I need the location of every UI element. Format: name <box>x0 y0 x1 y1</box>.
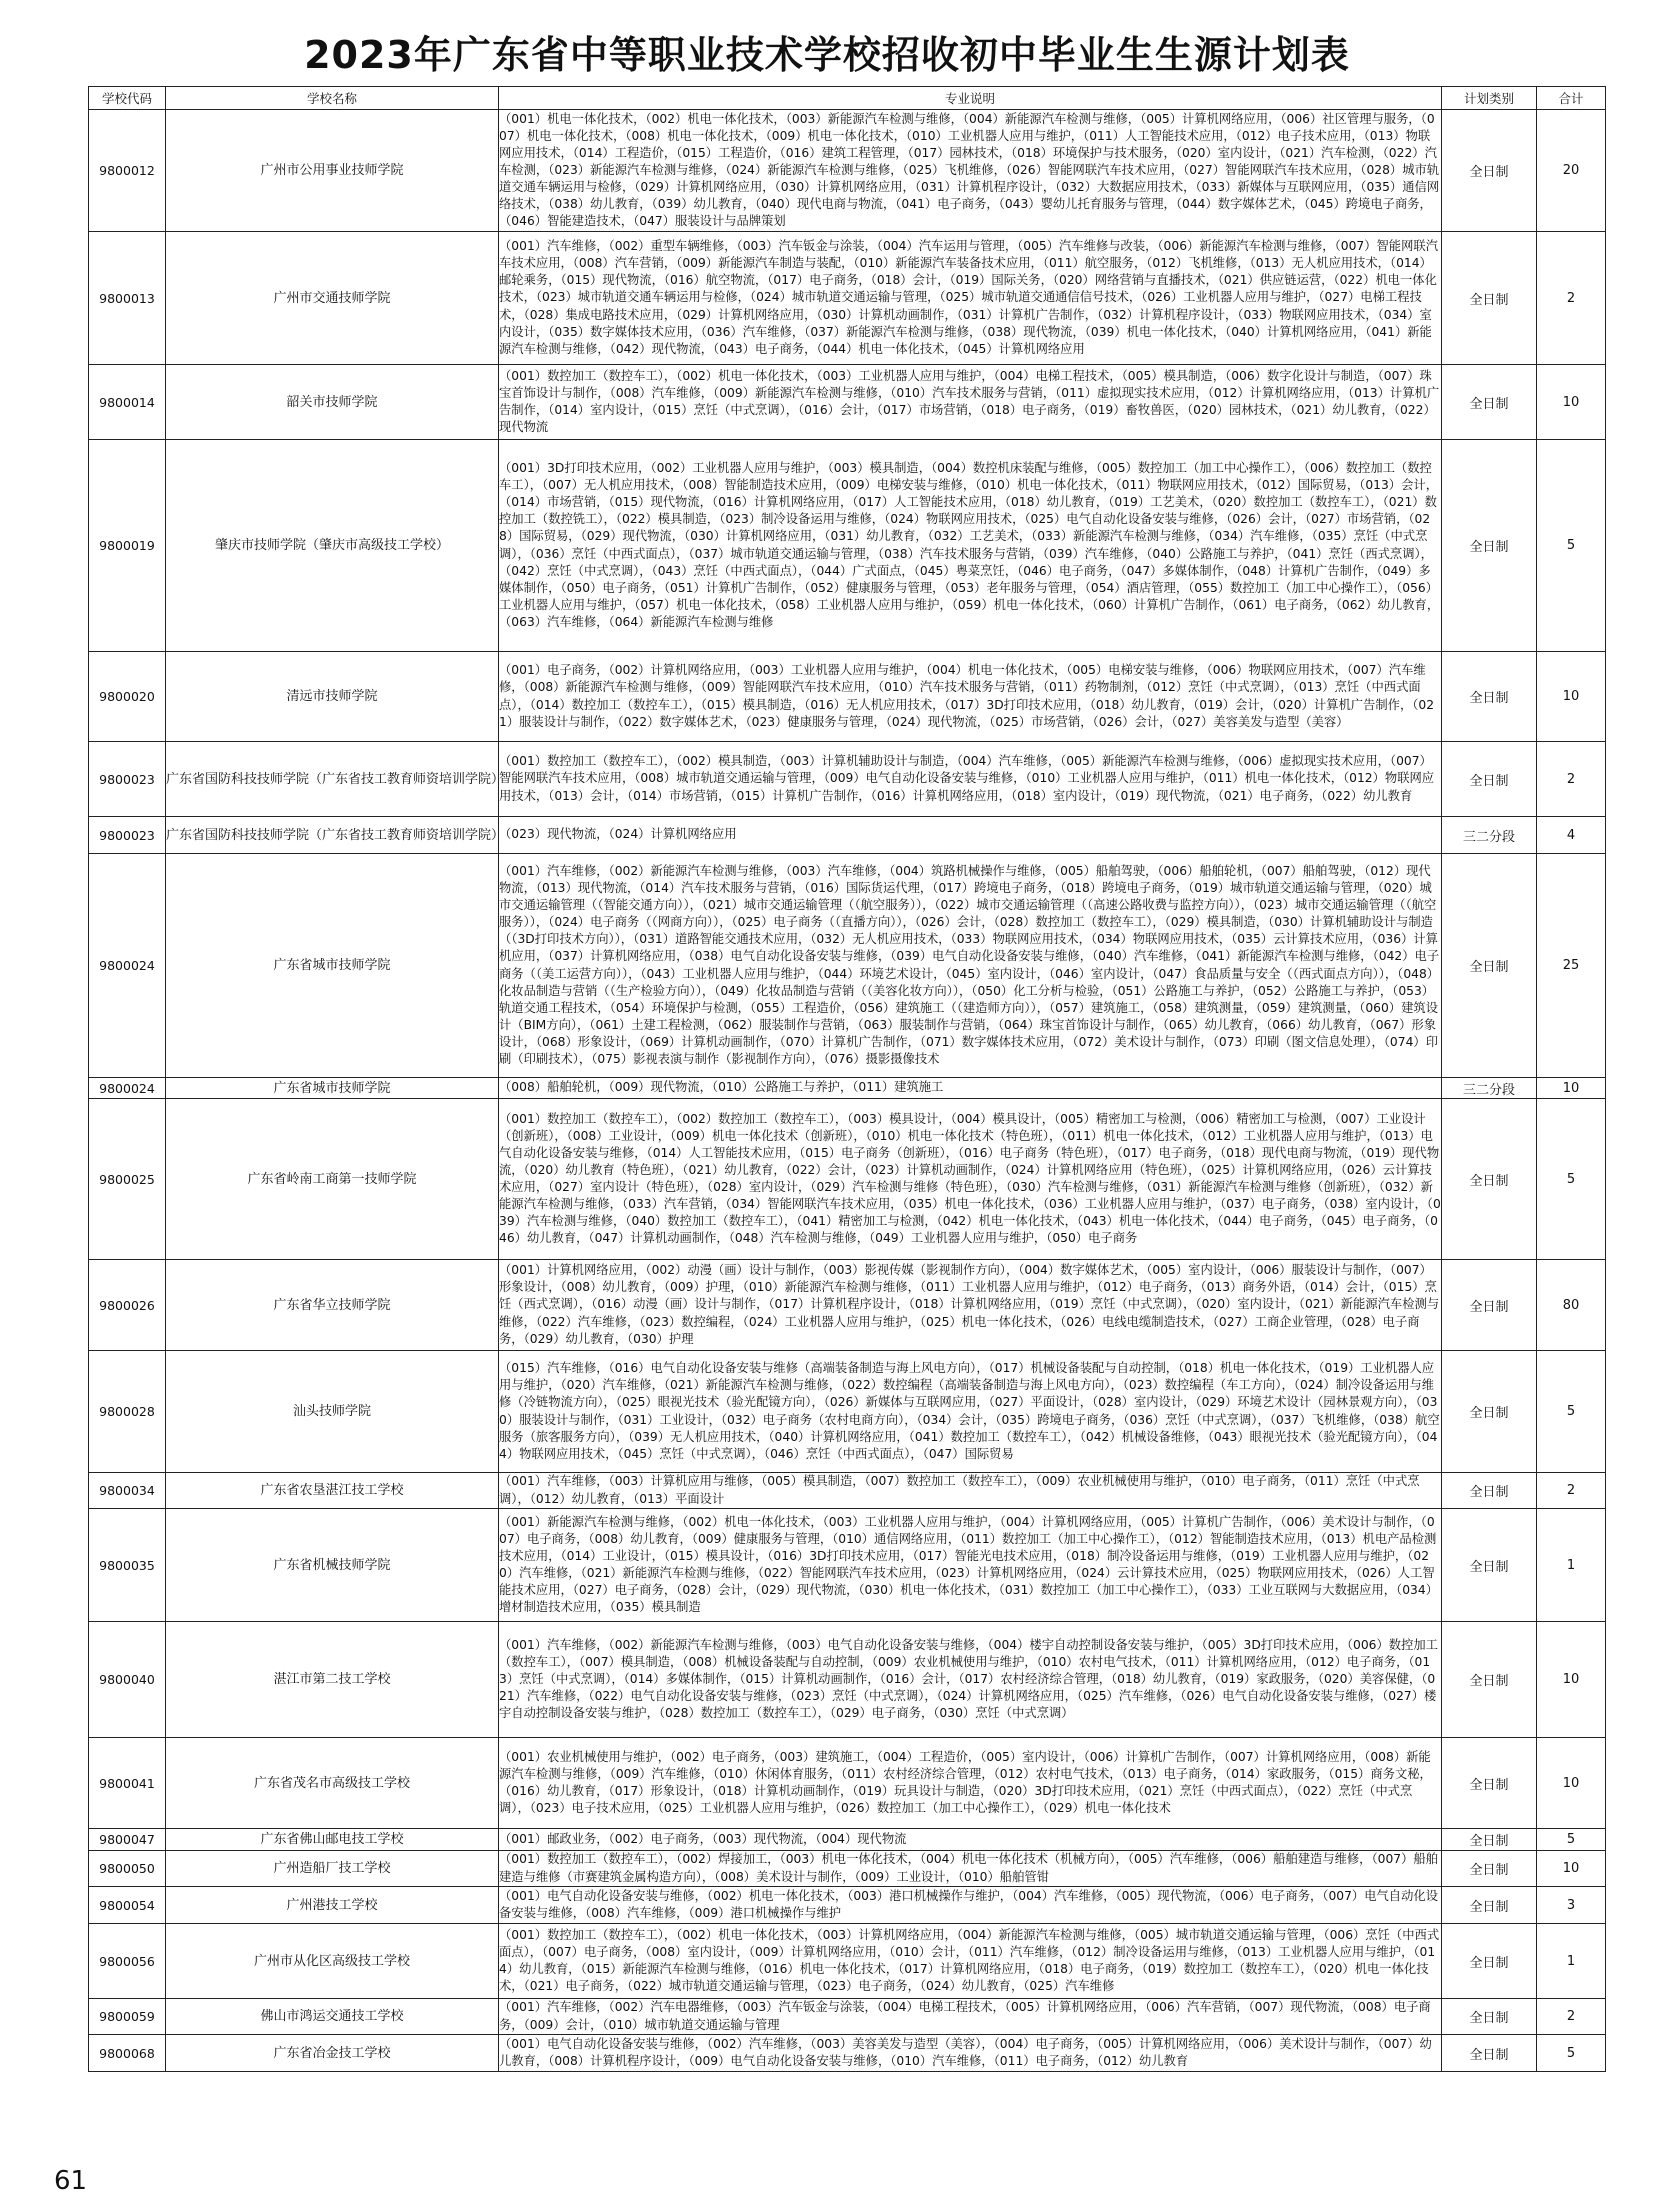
school-code-cell: 9800012 <box>89 110 166 232</box>
major-description-cell: （001）机电一体化技术，（002）机电一体化技术，（003）新能源汽车检测与维修，（004）新能源汽车检测与维修，（005）计算机网络应用，（006）社区管理与服务，（007）机电一体化技术，（008）机电一体化技术，（009）机电一体化技术，（010）工业机器人应用与维护，（011）人工智能技术应用，（012）电子技术应用，（013）物联网应用技术，（014）工程造价，（015）工程造价，（016）建筑工程管理，（017）园林技术，（018）环境保护与技术服务，（020）室内设计，（021）汽车检测，（022）汽车检测，（023）新能源汽车检测与维修，（024）新能源汽车检测与维修，（025）飞机维修，（026）智能网联汽车技术应用，（027）智能网联汽车技术应用，（028）城市轨道交通车辆运用与检修，（029）计算机网络应用，（030）计算机网络应用，（031）计算机程序设计，（032）大数据应用技术，（033）新媒体与互联网应用，（035）通信网络技术，（038）幼儿教育，（039）幼儿教育，（040）现代电商与物流，（041）电子商务，（043）婴幼儿托育服务与管理，（044）数字媒体艺术，（045）跨境电子商务，（046）智能建造技术，（047）服装设计与品牌策划 <box>499 110 1442 232</box>
school-name-cell: 广东省佛山邮电技工学校 <box>166 1829 499 1851</box>
table-row <box>89 2035 1606 2072</box>
major-description-cell: （008）船舶轮机，（009）现代物流，（010）公路施工与养护，（011）建筑施工 <box>499 1078 1442 1099</box>
major-description-cell: （001）汽车维修，（002）重型车辆维修，（003）汽车钣金与涂装，（004）汽车运用与管理，（005）汽车维修与改装，（006）新能源汽车检测与维修，（007）智能网联汽车技术应用，（008）汽车营销，（009）新能源汽车制造与装配，（010）新能源汽车装备技术应用，（011）航空服务，（012）飞机维修，（013）无人机应用技术，（014）邮轮乘务，（015）现代物流，（016）航空物流，（017）电子商务，（018）会计，（019）国际关务，（020）网络营销与直播技术，（021）供应链运营，（022）机电一体化技术，（023）城市轨道交通车辆运用与检修，（024）城市轨道交通运输与管理，（025）城市轨道交通通信信号技术，（026）工业机器人应用与维护，（027）电梯工程技术，（028）集成电路技术应用，（029）计算机网络应用，（030）计算机动画制作，（031）计算机广告制作，（032）计算机程序设计，（033）物联网应用技术，（034）室内设计，（035）数字媒体技术应用，（036）汽车维修，（037）新能源汽车检测与维修，（038）现代物流，（039）机电一体化技术，（040）计算机网络应用，（041）新能源汽车检测与维修，（042）现代物流，（043）电子商务，（044）机电一体化技术，（045）计算机网络应用 <box>499 232 1442 365</box>
major-description-cell: （001）数控加工（数控车工），（002）机电一体化技术，（003）工业机器人应用与维护，（004）电梯工程技术，（005）模具制造，（006）数字化设计与制造，（007）珠宝首饰设计与制作，（008）汽车维修，（009）新能源汽车检测与维修，（010）汽车技术服务与营销，（011）虚拟现实技术应用，（012）计算机网络应用，（013）计算机广告制作，（014）室内设计，（015）烹饪（中式烹调），（016）会计，（017）市场营销，（018）电子商务，（019）畜牧兽医，（020）园林技术，（021）幼儿教育，（022）现代物流 <box>499 365 1442 440</box>
header-major-description: 专业说明 <box>499 87 1442 110</box>
total-cell: 5 <box>1537 1829 1606 1851</box>
major-description-cell: （001）数控加工（数控车工），（002）焊接加工，（003）机电一体化技术，（004）机电一体化技术（机械方向），（005）汽车维修，（006）船舶建造与维修，（007）船舶建造与维修（市赛建筑金属构造方向），（008）美术设计与制作，（009）工业设计，（010）船舶管钳 <box>499 1851 1442 1887</box>
school-code-cell: 9800059 <box>89 1999 166 2035</box>
major-description-cell: （023）现代物流，（024）计算机网络应用 <box>499 817 1442 854</box>
total-cell: 10 <box>1537 1738 1606 1829</box>
plan-type-cell: 三二分段 <box>1442 817 1537 854</box>
table-row <box>89 232 1606 365</box>
plan-type-cell: 全日制 <box>1442 1099 1537 1260</box>
plan-type-cell: 全日制 <box>1442 232 1537 365</box>
total-cell: 4 <box>1537 817 1606 854</box>
total-cell: 20 <box>1537 110 1606 232</box>
header-school-code: 学校代码 <box>89 87 166 110</box>
school-name-cell: 广东省冶金技工学校 <box>166 2035 499 2072</box>
plan-type-cell: 全日制 <box>1442 1887 1537 1924</box>
plan-type-cell: 全日制 <box>1442 1829 1537 1851</box>
table-row <box>89 742 1606 817</box>
plan-type-cell: 全日制 <box>1442 1851 1537 1887</box>
plan-type-cell: 全日制 <box>1442 742 1537 817</box>
school-name-cell: 肇庆市技师学院（肇庆市高级技工学校） <box>166 440 499 652</box>
plan-type-cell: 全日制 <box>1442 1999 1537 2035</box>
page-title: 2023年广东省中等职业技术学校招收初中毕业生生源计划表 <box>304 33 1350 77</box>
total-cell: 3 <box>1537 1887 1606 1924</box>
school-name-cell: 广东省国防科技技师学院（广东省技工教育师资培训学院） <box>166 817 499 854</box>
total-cell: 10 <box>1537 652 1606 742</box>
school-name-cell: 广东省城市技师学院 <box>166 854 499 1078</box>
table-row <box>89 1473 1606 1509</box>
major-description-cell: （001）数控加工（数控车工），（002）数控加工（数控车工），（003）模具设计，（004）模具设计，（005）精密加工与检测，（006）精密加工与检测，（007）工业设计（创新班），（008）工业设计，（009）机电一体化技术（创新班），（010）机电一体化技术（特色班），（011）机电一体化技术，（012）工业机器人应用与维护，（013）电气自动化设备安装与维修，（014）人工智能技术应用，（015）电子商务（创新班），（016）电子商务（特色班），（017）电子商务，（018）现代电商与物流，（019）现代物流，（020）幼儿教育（特色班），（021）幼儿教育，（022）会计，（023）计算机动画制作，（024）计算机网络应用（特色班），（025）计算机网络应用，（026）云计算技术应用，（027）室内设计（特色班），（028）室内设计，（029）汽车检测与维修（特色班），（030）汽车检测与维修，（031）新能源汽车检测与维修（创新班），（032）新能源汽车检测与维修，（033）汽车营销，（034）智能网联汽车技术应用，（035）机电一体化技术，（036）工业机器人应用与维护，（037）电子商务，（038）室内设计，（039）汽车检测与维修，（040）数控加工（数控车工），（041）精密加工与检测，（042）机电一体化技术，（043）机电一体化技术，（044）电子商务，（045）电子商务，（046）幼儿教育，（047）计算机动画制作，（048）汽车检测与维修，（049）工业机器人应用与维护，（050）电子商务 <box>499 1099 1442 1260</box>
major-description-cell: （001）汽车维修，（002）新能源汽车检测与维修，（003）汽车维修，（004）筑路机械操作与维修，（005）船舶驾驶，（006）船舶轮机，（007）船舶驾驶，（012）现代物流，（013）现代物流，（014）汽车技术服务与营销，（016）国际货运代理，（017）跨境电子商务，（018）跨境电子商务，（019）城市轨道交通运输与管理，（020）城市交通运输管理（（智能交通方向）），（021）城市交通运输管理（（航空服务）），（022）城市交通运输管理（（高速公路收费与监控方向）），（023）城市交通运输管理（（航空服务）），（024）电子商务（（网商方向）），（025）电子商务（（直播方向）），（026）会计，（028）数控加工（数控车工），（029）模具制造，（030）计算机辅助设计与制造（（3D打印技术方向）），（031）道路智能交通技术应用，（032）无人机应用技术，（033）物联网应用技术，（034）物联网应用技术，（035）云计算技术应用，（036）计算机应用，（037）计算机网络应用，（038）电气自动化设备安装与维修，（039）电气自动化设备安装与维修，（040）汽车维修，（041）新能源汽车检测与维修，（042）电子商务（（美工运营方向）），（043）工业机器人应用与维护，（044）环境艺术设计，（045）室内设计，（046）室内设计，（047）食品质量与安全（（西式面点方向）），（048）化妆品制造与营销（（生产检验方向）），（049）化妆品制造与营销（（美容化妆方向）），（050）化工分析与检验，（051）公路施工与养护，（052）公路施工与养护，（053）轨道交通工程技术，（054）环境保护与检测，（055）工程造价，（056）建筑施工（（建造师方向）），（057）建筑施工，（058）建筑测量，（059）建筑测量，（060）建筑设计（BIM方向），（061）土建工程检测，（062）服装制作与营销，（063）服装制作与营销，（064）珠宝首饰设计与制作，（065）幼儿教育，（066）幼儿教育，（067）形象设计，（068）形象设计，（069）计算机动画制作，（070）计算机广告制作，（071）数字媒体技术应用，（072）美术设计与制作，（073）印刷（图文信息处理），（074）印刷（印刷技术），（075）影视表演与制作（影视制作方向），（076）摄影摄像技术 <box>499 854 1442 1078</box>
major-description-cell: （001）新能源汽车检测与维修，（002）机电一体化技术，（003）工业机器人应用与维护，（004）计算机网络应用，（005）计算机广告制作，（006）美术设计与制作，（007）电子商务，（008）幼儿教育，（009）健康服务与管理，（010）通信网络应用，（011）数控加工（加工中心操作工），（012）智能制造技术应用，（013）机电产品检测技术应用，（014）工业设计，（015）模具设计，（016）3D打印技术应用，（017）智能光电技术应用，（018）制冷设备运用与维修，（019）工业机器人应用与维护，（020）汽车维修，（021）新能源汽车检测与维修，（022）智能网联汽车技术应用，（023）计算机网络应用，（024）云计算技术应用，（025）物联网应用技术，（026）人工智能技术应用，（027）电子商务，（028）会计，（029）现代物流，（030）机电一体化技术，（031）数控加工（加工中心操作工），（033）工业互联网与大数据应用，（034）增材制造技术应用，（035）模具制造 <box>499 1509 1442 1622</box>
school-name-cell: 清远市技师学院 <box>166 652 499 742</box>
table-row <box>89 1078 1606 1099</box>
school-code-cell: 9800019 <box>89 440 166 652</box>
header-school-name: 学校名称 <box>166 87 499 110</box>
total-cell: 10 <box>1537 1851 1606 1887</box>
table-row <box>89 1829 1606 1851</box>
major-description-cell: （001）数控加工（数控车工），（002）模具制造，（003）计算机辅助设计与制造，（004）汽车维修，（005）新能源汽车检测与维修，（006）虚拟现实技术应用，（007）智能网联汽车技术应用，（008）城市轨道交通运输与管理，（009）电气自动化设备安装与维修，（010）工业机器人应用与维护，（011）机电一体化技术，（012）物联网应用技术，（013）会计，（014）市场营销，（015）计算机广告制作，（016）计算机网络应用，（018）室内设计，（019）现代物流，（021）电子商务，（022）幼儿教育 <box>499 742 1442 817</box>
major-description-cell: （001）汽车维修，（003）计算机应用与维修，（005）模具制造，（007）数控加工（数控车工），（009）农业机械使用与维护，（010）电子商务，（011）烹饪（中式烹调），（012）幼儿教育，（013）平面设计 <box>499 1473 1442 1509</box>
header-plan-type: 计划类别 <box>1442 87 1537 110</box>
table-row <box>89 110 1606 232</box>
plan-type-cell: 全日制 <box>1442 652 1537 742</box>
plan-type-cell: 全日制 <box>1442 110 1537 232</box>
table-row <box>89 1738 1606 1829</box>
school-code-cell: 9800013 <box>89 232 166 365</box>
school-code-cell: 9800056 <box>89 1924 166 1999</box>
total-cell: 10 <box>1537 1622 1606 1738</box>
table-header-row <box>89 87 1606 110</box>
school-code-cell: 9800050 <box>89 1851 166 1887</box>
major-description-cell: （001）电气自动化设备安装与维修，（002）机电一体化技术，（003）港口机械操作与维护，（004）汽车维修，（005）现代物流，（006）电子商务，（007）电气自动化设备安装与维修，（008）汽车维修，（009）港口机械操作与维护 <box>499 1887 1442 1924</box>
school-name-cell: 广东省农垦湛江技工学校 <box>166 1473 499 1509</box>
school-code-cell: 9800024 <box>89 854 166 1078</box>
school-name-cell: 广州市从化区高级技工学校 <box>166 1924 499 1999</box>
school-code-cell: 9800028 <box>89 1351 166 1473</box>
plan-type-cell: 全日制 <box>1442 365 1537 440</box>
major-description-cell: （001）3D打印技术应用，（002）工业机器人应用与维护，（003）模具制造，（004）数控机床装配与维修，（005）数控加工（加工中心操作工），（006）数控加工（数控车工），（007）无人机应用技术，（008）智能制造技术应用，（009）电梯安装与维修，（010）机电一体化技术，（011）物联网应用技术，（012）国际贸易，（013）会计，（014）市场营销，（015）现代物流，（016）计算机网络应用，（017）人工智能技术应用，（018）幼儿教育，（019）工艺美术，（020）数控加工（数控车工），（021）数控加工（数控铣工），（022）模具制造，（023）制冷设备运用与维修，（024）物联网应用技术，（025）电气自动化设备安装与维修，（026）会计，（027）市场营销，（028）国际贸易，（029）现代物流，（030）计算机网络应用，（031）幼儿教育，（032）工艺美术，（033）新能源汽车检测与维修，（034）汽车维修，（035）烹饪（中式烹调），（036）烹饪（中西式面点），（037）城市轨道交通运输与管理，（038）汽车技术服务与营销，（039）汽车维修，（040）公路施工与养护，（041）烹饪（西式烹调），（042）烹饪（中式烹调），（043）烹饪（中西式面点），（044）广式面点，（045）粤菜烹饪，（046）电子商务，（047）多媒体制作，（048）计算机广告制作，（049）多媒体制作，（050）电子商务，（051）计算机广告制作，（052）健康服务与管理，（053）老年服务与管理，（054）酒店管理，（055）数控加工（加工中心操作工），（056）工业机器人应用与维护，（057）机电一体化技术，（058）工业机器人应用与维护，（059）机电一体化技术，（060）计算机广告制作，（061）电子商务，（062）幼儿教育，（063）汽车维修，（064）新能源汽车检测与维修 <box>499 440 1442 652</box>
school-code-cell: 9800035 <box>89 1509 166 1622</box>
school-code-cell: 9800041 <box>89 1738 166 1829</box>
plan-type-cell: 全日制 <box>1442 1738 1537 1829</box>
school-name-cell: 广州市交通技师学院 <box>166 232 499 365</box>
table-row <box>89 1999 1606 2035</box>
enrollment-plan-table <box>88 86 1606 2072</box>
school-code-cell: 9800020 <box>89 652 166 742</box>
total-cell: 2 <box>1537 232 1606 365</box>
school-name-cell: 广州港技工学校 <box>166 1887 499 1924</box>
school-code-cell: 9800014 <box>89 365 166 440</box>
major-description-cell: （001）汽车维修，（002）汽车电器维修，（003）汽车钣金与涂装，（004）电梯工程技术，（005）计算机网络应用，（006）汽车营销，（007）现代物流，（008）电子商务，（009）会计，（010）城市轨道交通运输与管理 <box>499 1999 1442 2035</box>
table-row <box>89 1260 1606 1351</box>
total-cell: 2 <box>1537 1999 1606 2035</box>
school-name-cell: 广东省岭南工商第一技师学院 <box>166 1099 499 1260</box>
plan-type-cell: 全日制 <box>1442 1509 1537 1622</box>
plan-type-cell: 全日制 <box>1442 854 1537 1078</box>
total-cell: 2 <box>1537 742 1606 817</box>
major-description-cell: （001）数控加工（数控车工），（002）机电一体化技术，（003）计算机网络应用，（004）新能源汽车检测与维修，（005）城市轨道交通运输与管理，（006）烹饪（中西式面点），（007）电子商务，（008）室内设计，（009）计算机网络应用，（010）会计，（011）汽车维修，（012）制冷设备运用与维修，（013）工业机器人应用与维护，（014）幼儿教育，（015）新能源汽车检测与维修，（016）机电一体化技术，（017）计算机网络应用，（018）电子商务，（019）数控加工（数控车工），（020）机电一体化技术，（021）电子商务，（022）城市轨道交通运输与管理，（023）电子商务，（024）幼儿教育，（025）汽车维修 <box>499 1924 1442 1999</box>
table-row <box>89 1351 1606 1473</box>
plan-type-cell: 全日制 <box>1442 1924 1537 1999</box>
school-name-cell: 广东省城市技师学院 <box>166 1078 499 1099</box>
table-row <box>89 1851 1606 1887</box>
major-description-cell: （001）汽车维修，（002）新能源汽车检测与维修，（003）电气自动化设备安装与维修，（004）楼宇自动控制设备安装与维护，（005）3D打印技术应用，（006）数控加工（数控车工），（007）模具制造，（008）机械设备装配与自动控制，（009）农业机械使用与维护，（010）农村电气技术，（011）计算机网络应用，（012）电子商务，（013）烹饪（中式烹调），（014）多媒体制作，（015）计算机动画制作，（016）会计，（017）农村经济综合管理，（018）幼儿教育，（019）家政服务，（020）美容保健，（021）汽车维修，（022）电气自动化设备安装与维修，（023）烹饪（中式烹调），（024）计算机网络应用，（025）汽车维修，（026）电气自动化设备安装与维修，（027）楼宇自动控制设备安装与维护，（028）数控加工（数控车工），（029）电子商务，（030）烹饪（中式烹调） <box>499 1622 1442 1738</box>
table-row <box>89 365 1606 440</box>
plan-type-cell: 全日制 <box>1442 440 1537 652</box>
total-cell: 25 <box>1537 854 1606 1078</box>
table-row <box>89 817 1606 854</box>
school-code-cell: 9800024 <box>89 1078 166 1099</box>
school-name-cell: 韶关市技师学院 <box>166 365 499 440</box>
total-cell: 5 <box>1537 1351 1606 1473</box>
major-description-cell: （001）邮政业务，（002）电子商务，（003）现代物流，（004）现代物流 <box>499 1829 1442 1851</box>
school-name-cell: 湛江市第二技工学校 <box>166 1622 499 1738</box>
school-name-cell: 广州市公用事业技师学院 <box>166 110 499 232</box>
page-number: 61 <box>54 2166 88 2196</box>
table-row <box>89 440 1606 652</box>
plan-type-cell: 全日制 <box>1442 2035 1537 2072</box>
total-cell: 2 <box>1537 1473 1606 1509</box>
school-code-cell: 9800023 <box>89 742 166 817</box>
table-row <box>89 1099 1606 1260</box>
major-description-cell: （001）电气自动化设备安装与维修，（002）汽车维修，（003）美容美发与造型（美容），（004）电子商务，（005）计算机网络应用，（006）美术设计与制作，（007）幼儿教育，（008）计算机程序设计，（009）电气自动化设备安装与维修，（010）汽车维修，（011）电子商务，（012）幼儿教育 <box>499 2035 1442 2072</box>
school-name-cell: 广州造船厂技工学校 <box>166 1851 499 1887</box>
total-cell: 1 <box>1537 1924 1606 1999</box>
table-row <box>89 1924 1606 1999</box>
plan-type-cell: 全日制 <box>1442 1351 1537 1473</box>
table-row <box>89 854 1606 1078</box>
school-code-cell: 9800047 <box>89 1829 166 1851</box>
school-name-cell: 广东省机械技师学院 <box>166 1509 499 1622</box>
total-cell: 5 <box>1537 1099 1606 1260</box>
school-code-cell: 9800068 <box>89 2035 166 2072</box>
school-code-cell: 9800026 <box>89 1260 166 1351</box>
plan-type-cell: 全日制 <box>1442 1622 1537 1738</box>
school-name-cell: 广东省华立技师学院 <box>166 1260 499 1351</box>
table-row <box>89 1887 1606 1924</box>
school-code-cell: 9800054 <box>89 1887 166 1924</box>
plan-type-cell: 三二分段 <box>1442 1078 1537 1099</box>
table-row <box>89 1509 1606 1622</box>
plan-type-cell: 全日制 <box>1442 1260 1537 1351</box>
school-name-cell: 汕头技师学院 <box>166 1351 499 1473</box>
major-description-cell: （001）农业机械使用与维护，（002）电子商务，（003）建筑施工，（004）工程造价，（005）室内设计，（006）计算机广告制作，（007）计算机网络应用，（008）新能源汽车检测与维修，（009）汽车维修，（010）休闲体育服务，（011）农村经济综合管理，（012）农村电气技术，（013）电子商务，（014）家政服务，（015）商务文秘，（016）幼儿教育，（017）形象设计，（018）计算机动画制作，（019）玩具设计与制造，（020）3D打印技术应用，（021）烹饪（中西式面点），（022）烹饪（中式烹调），（023）电子技术应用，（025）工业机器人应用与维护，（026）数控加工（加工中心操作工），（029）机电一体化技术 <box>499 1738 1442 1829</box>
school-code-cell: 9800040 <box>89 1622 166 1738</box>
header-total: 合计 <box>1537 87 1606 110</box>
school-code-cell: 9800023 <box>89 817 166 854</box>
total-cell: 5 <box>1537 2035 1606 2072</box>
table-row <box>89 652 1606 742</box>
major-description-cell: （015）汽车维修，（016）电气自动化设备安装与维修（高端装备制造与海上风电方向），（017）机械设备装配与自动控制，（018）机电一体化技术，（019）工业机器人应用与维护，（020）汽车维修，（021）新能源汽车检测与维修，（022）数控编程（高端装备制造与海上风电方向），（023）数控编程（车工方向），（024）制冷设备运用与维修（冷链物流方向），（025）眼视光技术（验光配镜方向），（026）新媒体与互联网应用，（027）平面设计，（028）室内设计，（029）环境艺术设计（园林景观方向），（030）服装设计与制作，（031）工业设计，（032）电子商务（农村电商方向），（034）会计，（035）跨境电子商务，（036）烹饪（中式烹调），（037）飞机维修，（038）航空服务（旅客服务方向），（039）无人机应用技术，（040）计算机网络应用，（041）数控加工（数控车工），（042）机械设备维修，（043）眼视光技术（验光配镜方向），（044）物联网应用技术，（045）烹饪（中式烹调），（046）烹饪（中西式面点），（047）国际贸易 <box>499 1351 1442 1473</box>
total-cell: 1 <box>1537 1509 1606 1622</box>
total-cell: 80 <box>1537 1260 1606 1351</box>
major-description-cell: （001）计算机网络应用，（002）动漫（画）设计与制作，（003）影视传媒（影视制作方向），（004）数字媒体艺术，（005）室内设计，（006）服装设计与制作，（007）形象设计，（008）幼儿教育，（009）护理，（010）新能源汽车检测与维修，（011）工业机器人应用与维护，（012）电子商务，（013）商务外语，（014）会计，（015）烹饪（西式烹调），（016）动漫（画）设计与制作，（017）计算机程序设计，（018）计算机网络应用，（019）烹饪（中式烹调），（020）室内设计，（021）新能源汽车检测与维修，（022）汽车维修，（023）数控编程，（024）工业机器人应用与维护，（025）机电一体化技术，（026）电线电缆制造技术，（027）工商企业管理，（028）电子商务，（029）幼儿教育，（030）护理 <box>499 1260 1442 1351</box>
school-name-cell: 佛山市鸿运交通技工学校 <box>166 1999 499 2035</box>
school-code-cell: 9800025 <box>89 1099 166 1260</box>
school-name-cell: 广东省国防科技技师学院（广东省技工教育师资培训学院） <box>166 742 499 817</box>
school-name-cell: 广东省茂名市高级技工学校 <box>166 1738 499 1829</box>
school-code-cell: 9800034 <box>89 1473 166 1509</box>
table-row <box>89 1622 1606 1738</box>
plan-type-cell: 全日制 <box>1442 1473 1537 1509</box>
major-description-cell: （001）电子商务，（002）计算机网络应用，（003）工业机器人应用与维护，（004）机电一体化技术，（005）电梯安装与维修，（006）物联网应用技术，（007）汽车维修，（008）新能源汽车检测与维修，（009）智能网联汽车技术应用，（010）汽车技术服务与营销，（011）药物制剂，（012）烹饪（中式烹调），（013）烹饪（中西式面点），（014）数控加工（数控车工），（015）模具制造，（016）无人机应用技术，（017）3D打印技术应用，（018）幼儿教育，（019）会计，（020）计算机广告制作，（021）服装设计与制作，（022）数字媒体艺术，（023）健康服务与管理，（024）现代物流，（025）市场营销，（026）会计，（027）美容美发与造型（美容） <box>499 652 1442 742</box>
total-cell: 10 <box>1537 365 1606 440</box>
table-body <box>89 110 1606 2072</box>
total-cell: 5 <box>1537 440 1606 652</box>
total-cell: 10 <box>1537 1078 1606 1099</box>
